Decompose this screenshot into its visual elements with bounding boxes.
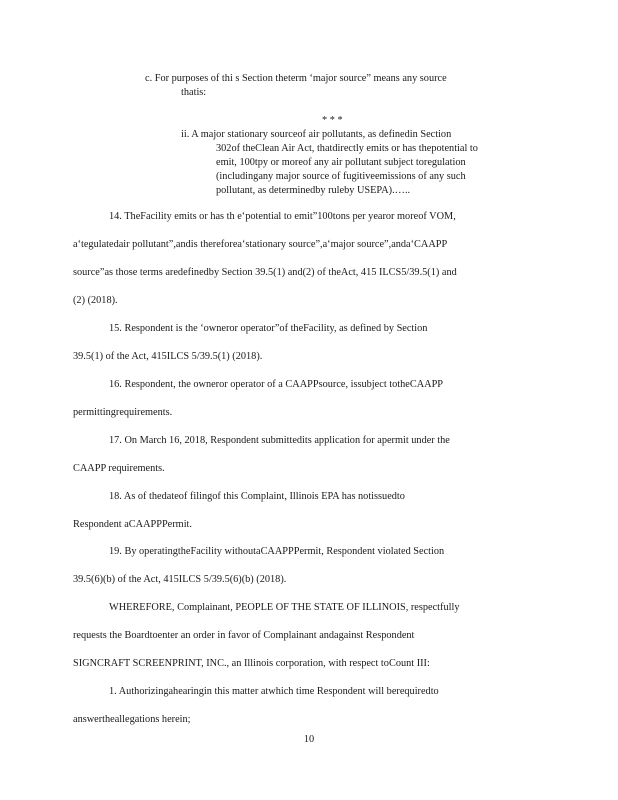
paragraph-18-line-2: Respondent aCAAPPPermit. xyxy=(73,519,192,530)
page-number: 10 xyxy=(303,734,315,745)
provision-c-line-2: thatis: xyxy=(181,87,207,98)
provision-ii-line-2: 302of theClean Air Act, thatdirectly emits or has thepotential to xyxy=(216,143,478,154)
provision-ii-line-3: emit, 100tpy or moreof any air pollutant subject toregulation xyxy=(216,157,466,168)
paragraph-18-line-1: 18. As of thedateof filingof this Complaint, Illinois EPA has notissuedto xyxy=(109,491,405,502)
paragraph-14-line-3: source”as those terms aredefinedby Section 39.5(1) and(2) of theAct, 415 ILCS5/39.5(1) and xyxy=(73,267,457,278)
wherefore-line-2: requests the Boardtoenter an order in favor of Complainant andagainst Respondent xyxy=(73,630,415,641)
paragraph-17-line-2: CAAPP requirements. xyxy=(73,463,165,474)
provision-ii-line-1: ii. A major stationary sourceof air pollutants, as definedin Section xyxy=(181,129,452,140)
paragraph-14-line-2: a‘tegulatedair pollutant”,andis thereforea‘stationary source”,a‘major source”,anda‘CAAPP xyxy=(73,239,448,250)
provision-ii-line-4: (includingany major source of fugitiveemissions of any such xyxy=(216,171,466,182)
paragraph-19-line-1: 19. By operatingtheFacility withoutaCAAPPPermit, Respondent violated Section xyxy=(109,546,445,557)
paragraph-19-line-2: 39.5(6)(b) of the Act, 415ILCS 5/39.5(6)(b) (2018). xyxy=(73,574,287,585)
paragraph-16-line-2: permittingrequirements. xyxy=(73,407,173,418)
paragraph-14-line-4: (2) (2018). xyxy=(73,295,118,306)
paragraph-14-line-1: 14. TheFacility emits or has th e‘potential to emit”100tons per yearor moreof VOM, xyxy=(109,211,456,222)
wherefore-line-1: WHEREFORE, Complainant, PEOPLE OF THE STATE OF ILLINOIS, respectfully xyxy=(109,602,460,613)
paragraph-15-line-2: 39.5(1) of the Act, 415ILCS 5/39.5(1) (2018). xyxy=(73,351,263,362)
provision-c-line-1: c. For purposes of thi s Section theterm ‘major source” means any source xyxy=(145,73,447,84)
paragraph-16-line-1: 16. Respondent, the ownеror operator of a CAAPPsource, issubject totheCAAPP xyxy=(109,379,444,390)
prayer-item-1-line-2: answertheallegations herein; xyxy=(73,714,191,725)
ellipsis-asterisks: * * * xyxy=(322,115,343,126)
wherefore-line-3: SIGNCRAFT SCREENPRINT, INC., an Illinois corporation, with respect toCount III: xyxy=(73,658,430,669)
provision-ii-line-5: pollutant, as determinedby ruleby USEPA).….. xyxy=(216,185,411,196)
paragraph-17-line-1: 17. On March 16, 2018, Respondent submittedits application for apermit under the xyxy=(109,435,450,446)
paragraph-15-line-1: 15. Respondent is the ‘ownеror operator”of theFacility, as defined by Section xyxy=(109,323,428,334)
prayer-item-1-line-1: 1. Authorizingahearingin this matter atwhich time Respondent will berequiredto xyxy=(109,686,439,697)
